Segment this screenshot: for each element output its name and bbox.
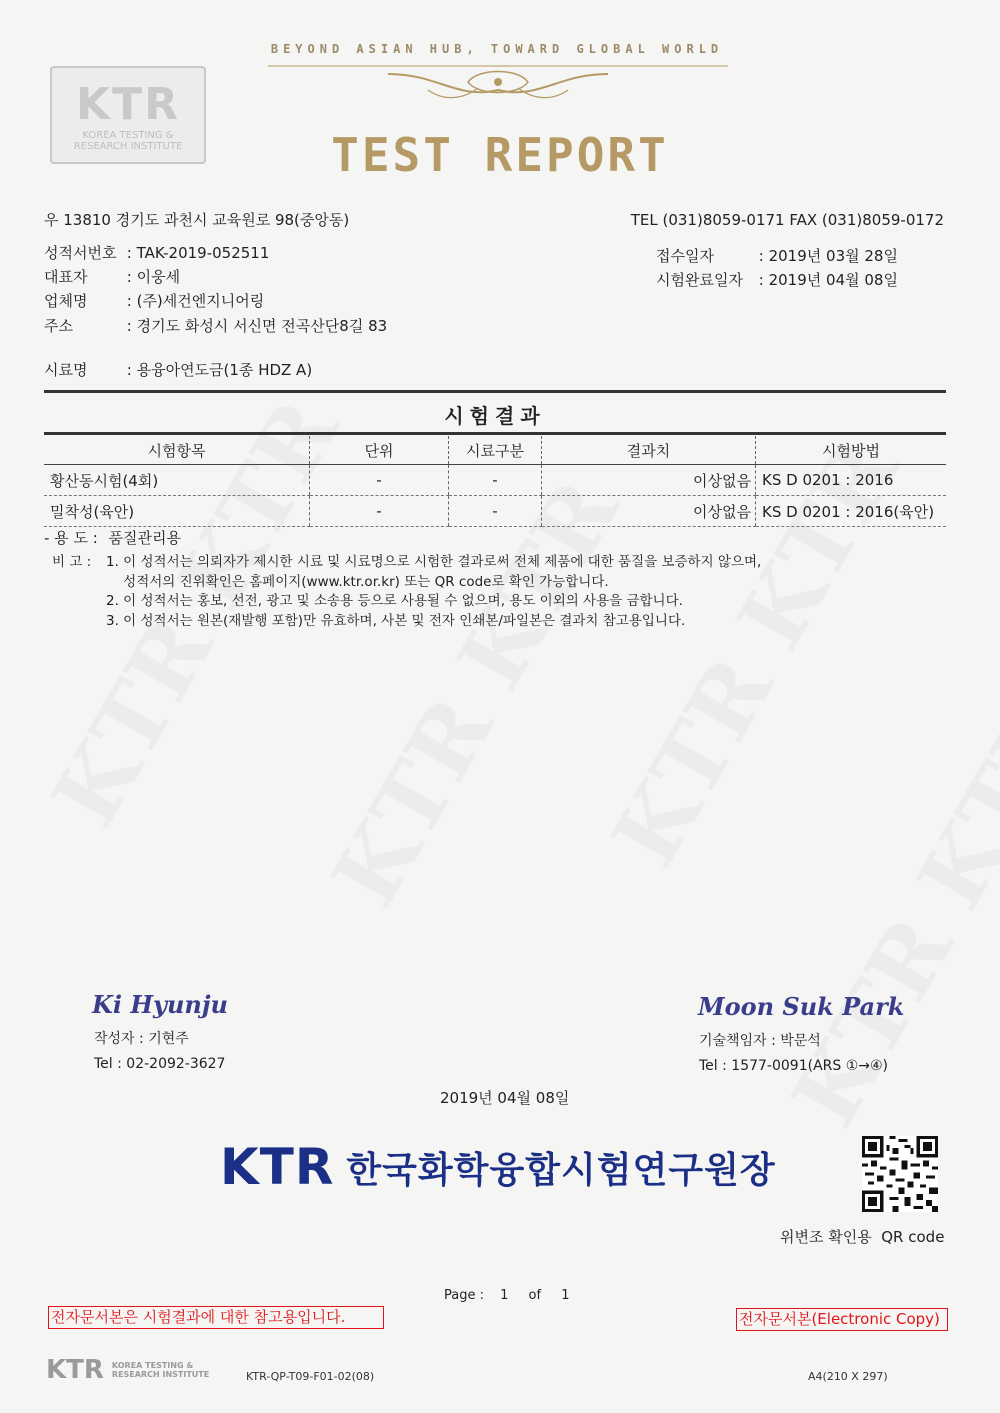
remark-line: 성적서의 진위확인은 홈페이지(www.ktr.or.kr) 또는 QR code로 확인 가능합니다.	[106, 573, 609, 590]
remark-line: 1. 이 성적서는 의뢰자가 제시한 시료 및 시료명으로 시험한 결과로써 전체 제품에 대한 품질을 보증하지 않으며,	[106, 554, 762, 570]
cell-unit: -	[310, 496, 449, 527]
slogan: BEYOND ASIAN HUB, TOWARD GLOBAL WORLD	[270, 42, 724, 56]
divider	[44, 390, 946, 393]
meta-company: 업체명 : (주)세건엔지니어링	[44, 292, 265, 310]
meta-company-address: 주소 : 경기도 화성시 서신면 전곡산단8길 83	[44, 317, 388, 335]
cell-result: 이상없음	[542, 496, 756, 527]
meta-completed-date: 시험완료일자 : 2019년 04월 08일	[656, 271, 898, 289]
author-signature: Ki Hyunju	[92, 990, 228, 1019]
form-code: KTR-QP-T09-F01-02(08)	[246, 1370, 375, 1383]
header-test-item: 시험항목	[44, 436, 310, 465]
institute-seal	[220, 1137, 776, 1197]
paper-size: A4(210 X 297)	[808, 1370, 888, 1383]
remark-line: 2. 이 성적서는 홍보, 선전, 광고 및 소송용 등으로 사용될 수 없으며, 용도 이외의 사용을 금합니다.	[106, 593, 683, 609]
logo-subtext: KOREA TESTING &	[82, 129, 174, 141]
electronic-copy-stamp: 전자문서본(Electronic Copy)	[736, 1308, 948, 1331]
table-row	[44, 465, 946, 496]
qr-code-label: 위변조 확인용 QR code	[780, 1228, 945, 1246]
page-number: Page : 1 of 1	[444, 1288, 570, 1303]
header-result: 결과치	[542, 436, 756, 465]
author-name: 작성자 : 기현주	[94, 1031, 189, 1047]
logo-subtext: RESEARCH INSTITUTE	[73, 140, 183, 152]
institute-address: 우 13810 경기도 과천시 교육원로 98(중앙동)	[44, 211, 350, 229]
cell-sample-class: -	[449, 496, 542, 527]
cell-test-item: 밀착성(육안)	[44, 496, 310, 527]
ornament-icon	[268, 60, 728, 108]
header-unit: 단위	[310, 436, 449, 465]
results-table	[44, 436, 946, 527]
cell-test-item: 황산동시험(4회)	[44, 465, 310, 496]
meta-sample-name: 시료명 : 용융아연도금(1종 HDZ A)	[44, 361, 313, 379]
logo-text: KTR	[76, 78, 180, 130]
institute-name: 한국화학융합시험연구원장	[346, 1149, 776, 1191]
qr-code-icon[interactable]	[862, 1136, 938, 1212]
tech-manager-signature: Moon Suk Park	[698, 992, 905, 1021]
ktr-watermark-logo	[50, 66, 206, 164]
remark-line: 3. 이 성적서는 원본(재발행 포함)만 유효하며, 사본 및 전자 인쇄본/파일본은 결과치 참고용입니다.	[106, 612, 686, 629]
tech-manager-name: 기술책임자 : 박문석	[699, 1033, 821, 1049]
report-title: TEST REPORT	[331, 128, 669, 182]
table-header-row	[44, 436, 946, 465]
cell-method: KS D 0201 : 2016(육안)	[756, 496, 947, 527]
table-row	[44, 496, 946, 527]
cell-method: KS D 0201 : 2016	[756, 465, 947, 496]
cell-sample-class: -	[449, 465, 542, 496]
watermark	[772, 682, 1000, 1143]
watermark	[312, 462, 639, 923]
institute-contact: TEL (031)8059-0171 FAX (031)8059-0172	[630, 211, 944, 229]
author-tel: Tel : 02-2092-3627	[94, 1056, 226, 1072]
meta-representative: 대표자 : 이웅세	[44, 268, 181, 286]
cell-unit: -	[310, 465, 449, 496]
tech-manager-tel: Tel : 1577-0091(ARS ①→④)	[699, 1058, 888, 1074]
institute-logo: KTR	[220, 1138, 335, 1196]
footer-logo: KTR KOREA TESTING & RESEARCH INSTITUTE	[46, 1355, 210, 1385]
issue-date: 2019년 04월 08일	[440, 1089, 570, 1107]
usage-line: - 용 도 : 품질관리용	[44, 529, 181, 547]
remarks-label: 비 고 :	[52, 554, 92, 570]
cell-result: 이상없음	[542, 465, 756, 496]
divider	[44, 432, 946, 435]
results-title: 시험결과	[444, 404, 546, 428]
meta-received-date: 접수일자 : 2019년 03월 28일	[656, 247, 898, 265]
meta-report-number: 성적서번호 : TAK-2019-052511	[44, 244, 270, 262]
header-sample-class: 시료구분	[449, 436, 542, 465]
electronic-notice-stamp: 전자문서본은 시험결과에 대한 참고용입니다.	[48, 1306, 384, 1329]
header-method: 시험방법	[756, 436, 947, 465]
